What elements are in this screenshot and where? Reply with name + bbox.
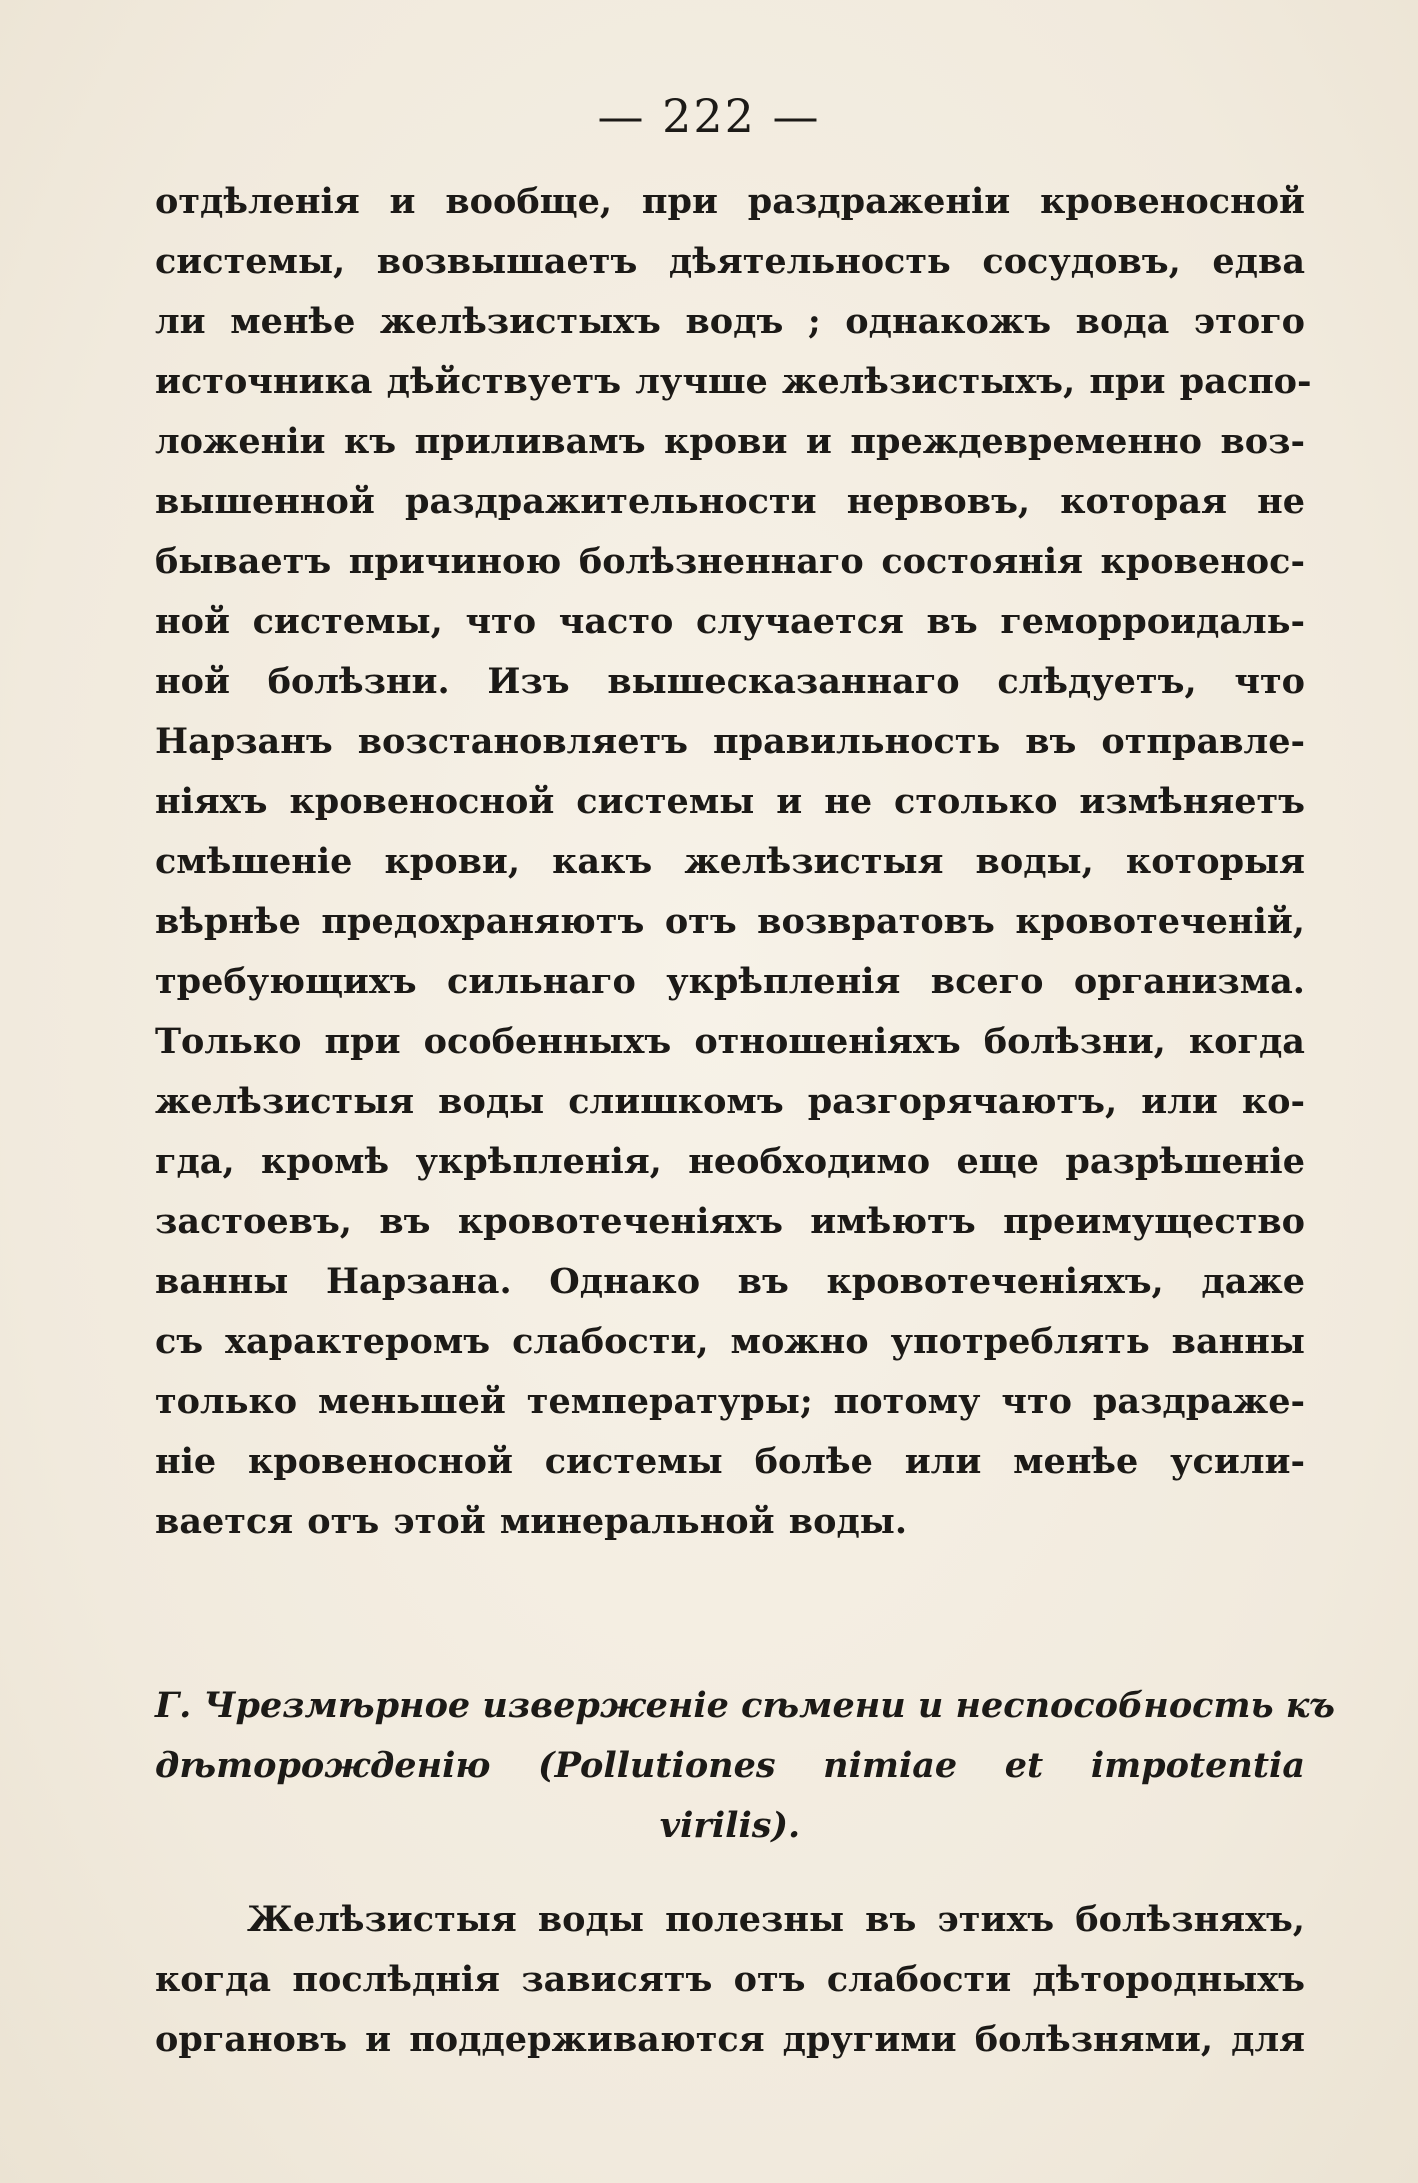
text-line: смѣшеніе крови, какъ желѣзистыя воды, которыя — [155, 841, 1305, 882]
heading-line: дѣторожденію (Pollutiones nimiae et impotentia — [155, 1745, 1305, 1786]
text-line: ложеніи къ приливамъ крови и преждевременно воз- — [155, 421, 1305, 462]
text-line: источника дѣйствуетъ лучше желѣзистыхъ, при распо- — [155, 361, 1312, 402]
paragraph-second — [155, 1890, 1305, 2070]
text-line: гда, кромѣ укрѣпленія, необходимо еще разрѣшеніе — [155, 1141, 1305, 1182]
heading-line: virilis). — [659, 1805, 801, 1846]
text-line: Только при особенныхъ отношеніяхъ болѣзни, когда — [155, 1021, 1305, 1062]
text-line: ніяхъ кровеносной системы и не столько измѣняетъ — [155, 781, 1305, 822]
section-heading — [155, 1676, 1335, 1856]
text-line: Желѣзистыя воды полезны въ этихъ болѣзняхъ, — [247, 1899, 1305, 1940]
text-line: когда послѣднія зависятъ отъ слабости дѣтородныхъ — [155, 1959, 1305, 2000]
text-line: требующихъ сильнаго укрѣпленія всего организма. — [155, 961, 1305, 1002]
text-line: вышенной раздражительности нервовъ, которая не — [155, 481, 1305, 522]
heading-line: Г. Чрезмѣрное изверженіе сѣмени и неспособность къ — [155, 1685, 1335, 1726]
text-line: желѣзистыя воды слишкомъ разгорячаютъ, или ко- — [155, 1081, 1305, 1122]
text-line: системы, возвышаетъ дѣятельность сосудовъ, едва — [155, 241, 1305, 282]
text-line: ной системы, что часто случается въ геморроидаль- — [155, 601, 1305, 642]
text-line: ли менѣе желѣзистыхъ водъ ; однакожъ вода этого — [155, 301, 1305, 342]
text-line: съ характеромъ слабости, можно употреблять ванны — [155, 1321, 1305, 1362]
text-line: ніе кровеносной системы болѣе или менѣе усили- — [155, 1441, 1305, 1482]
text-line: ванны Нарзана. Однако въ кровотеченіяхъ, даже — [155, 1261, 1305, 1302]
text-line: только меньшей температуры; потому что раздраже- — [155, 1381, 1305, 1422]
text-line: ной болѣзни. Изъ вышесказаннаго слѣдуетъ, что — [155, 661, 1305, 702]
text-line: бываетъ причиною болѣзненнаго состоянія кровенос- — [155, 541, 1305, 582]
text-line: Нарзанъ возстановляетъ правильность въ отправле- — [155, 721, 1305, 762]
text-line: вѣрнѣе предохраняютъ отъ возвратовъ кровотеченій, — [155, 901, 1305, 942]
page-number: — 222 — — [597, 89, 821, 143]
paragraph-main — [155, 172, 1312, 1552]
text-line: вается отъ этой минеральной воды. — [155, 1501, 908, 1542]
text-line: органовъ и поддерживаются другими болѣзнями, для — [155, 2019, 1305, 2060]
text-line: застоевъ, въ кровотеченіяхъ имѣютъ преимущество — [155, 1201, 1305, 1242]
text-line: отдѣленія и вообще, при раздраженіи кровеносной — [155, 181, 1305, 222]
